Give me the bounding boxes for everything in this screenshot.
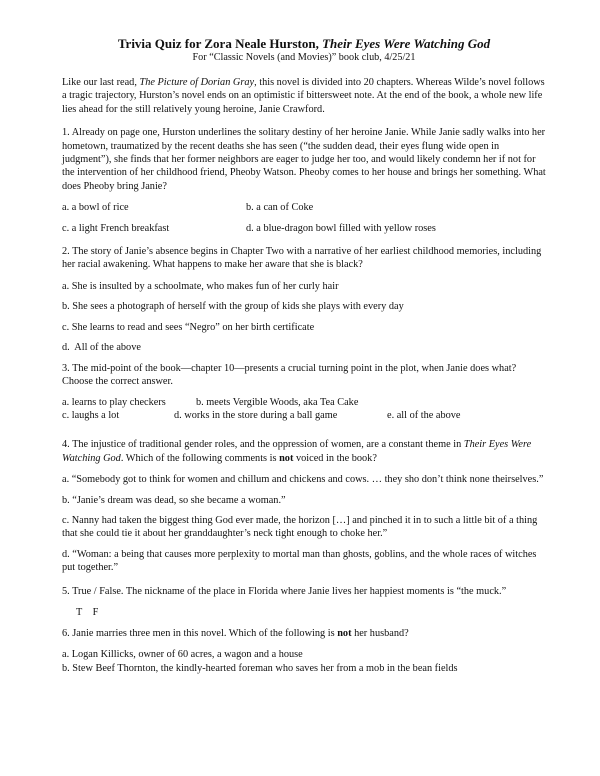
question-1-options-row-1 — [62, 201, 546, 214]
q3-option-a: a. learns to play checkers — [62, 397, 166, 409]
q2-option-c: c. She learns to read and sees “Negro” on her birth certificate — [62, 321, 315, 333]
q1-option-c: c. a light French breakfast — [62, 222, 170, 234]
question-4: 4. The injustice of traditional gender roles, and the oppression of women, are a constant theme in Their Eyes Were Watching God. Which of the following comments is not voiced in the book? — [62, 439, 532, 464]
q4-option-b: b. “Janie’s dream was dead, so she became a woman.” — [62, 494, 286, 506]
q5-true-false: T F — [76, 606, 99, 618]
question-1: 1. Already on page one, Hurston underlines the solitary destiny of her heroine Janie. While Janie sadly walks into her hometown, traumatized by the recent deaths she has seen (“the sudden dead, their eyes flung wide open in judgment”), she finds that her former neighbors are eager to judge her too, and would likely condemn her if not for the intervention of her childhood friend, Pheoby Watson. Pheoby comes to her house and brings her something. What does Pheoby bring Janie? — [62, 127, 546, 192]
question-5: 5. True / False. The nickname of the place in Florida where Janie lives her happiest moments is “the muck.” — [62, 585, 507, 597]
q4-option-d: d. “Woman: a being that causes more perplexity to mortal man than ghosts, goblins, and the whole races of witches put together.” — [62, 548, 537, 574]
question-1-options-row-2 — [62, 222, 546, 235]
q3-option-e: e. all of the above — [387, 410, 461, 422]
q6-option-a: a. Logan Killicks, owner of 60 acres, a wagon and a house — [62, 649, 303, 661]
question-2: 2. The story of Janie’s absence begins in Chapter Two with a narrative of her earliest childhood memories, including her racial awakening. What happens to make her aware that she is black? — [62, 246, 542, 271]
q1-option-d: d. a blue-dragon bowl filled with yellow roses — [246, 222, 436, 234]
q3-option-b: b. meets Vergible Woods, aka Tea Cake — [196, 397, 359, 409]
q4-option-c: c. Nanny had taken the biggest thing God ever made, the horizon […] and pinched it in to such a little bit of a thing that she could tie it about her granddaughter’s neck tight enough to choke her.” — [62, 514, 538, 540]
intro-paragraph: Like our last read, The Picture of Dorian Gray, this novel is divided into 20 chapters. Whereas Wilde’s novel follows a tragic trajectory, Hurston’s novel ends on an optimistic if bittersweet note. At the end of the book, a whole new life lies ahead for the still relatively young heroine, Janie Crawford. — [62, 77, 545, 115]
q3-option-c: c. laughs a lot — [62, 410, 120, 422]
q2-option-b: b. She sees a photograph of herself with the group of kids she plays with every day — [62, 301, 404, 313]
question-3: 3. The mid-point of the book—chapter 10—presents a crucial turning point in the plot, when Janie does what? Choose the correct answer. — [62, 362, 517, 387]
question-6: 6. Janie marries three men in this novel. Which of the following is not her husband? — [62, 627, 409, 639]
quiz-page — [62, 36, 546, 675]
q1-option-a: a. a bowl of rice — [62, 202, 129, 214]
q1-option-b: b. a can of Coke — [246, 202, 314, 214]
q3-option-d: d. works in the store during a ball game — [174, 410, 338, 422]
q6-option-b: b. Stew Beef Thornton, the kindly-hearted foreman who saves her from a mob in the bean fields — [62, 662, 458, 674]
q4-option-a: a. “Somebody got to think for women and chillum and chickens and cows. … they sho don’t think none theirselves.” — [62, 474, 544, 486]
page-title: Trivia Quiz for Zora Neale Hurston, Their Eyes Were Watching God — [117, 36, 491, 51]
q2-option-a: a. She is insulted by a schoolmate, who makes fun of her curly hair — [62, 280, 339, 292]
question-3-options-row-2 — [62, 409, 546, 422]
q2-option-d: d. All of the above — [62, 342, 141, 354]
page-subtitle: For “Classic Novels (and Movies)” book club, 4/25/21 — [192, 52, 416, 63]
question-3-options-row-1 — [62, 396, 546, 409]
